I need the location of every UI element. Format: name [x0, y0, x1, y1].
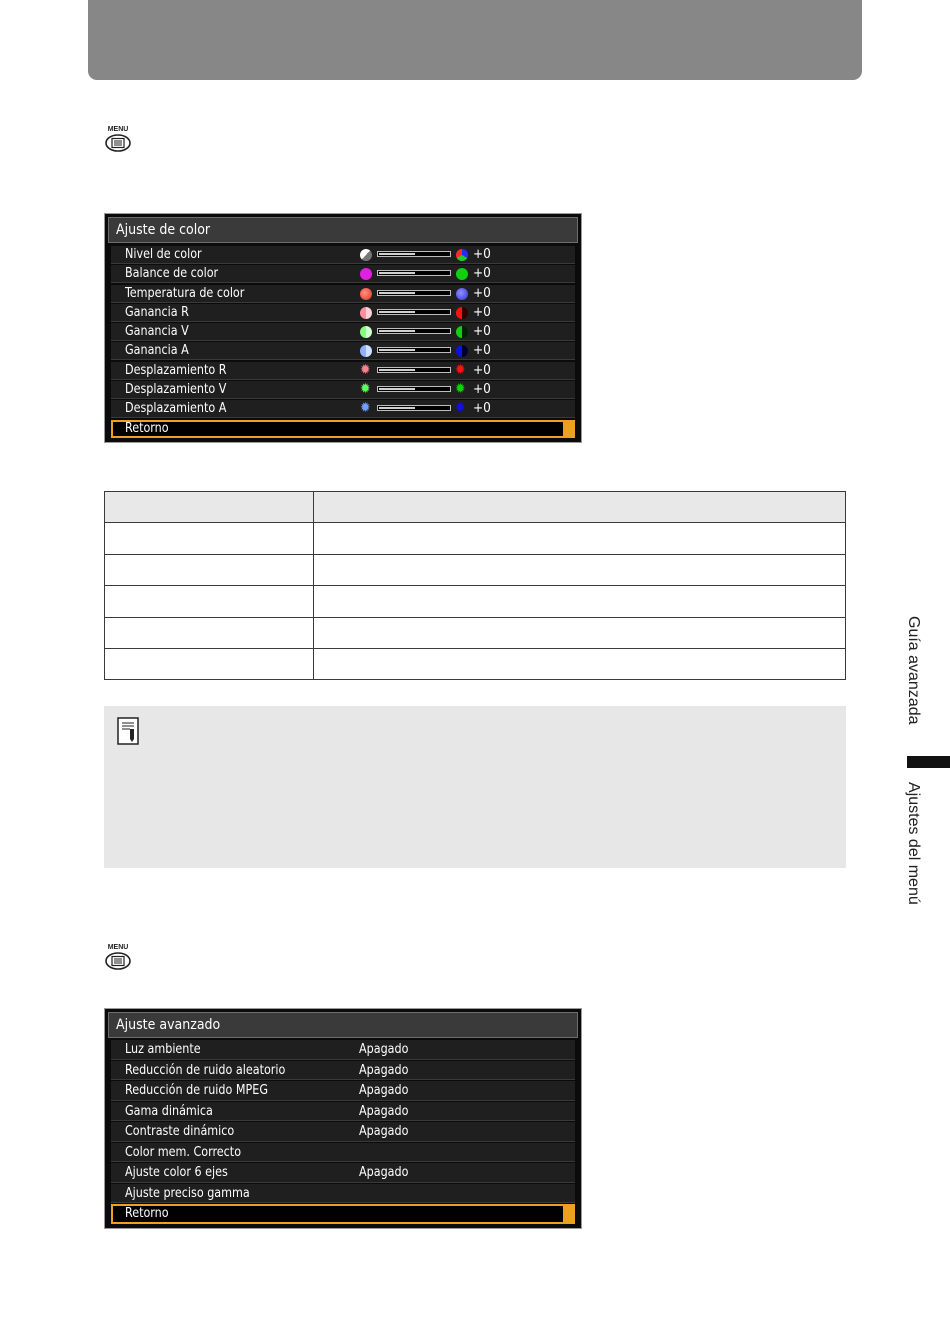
advanced-menu-item-label: Reducción de ruido MPEG	[125, 1082, 269, 1098]
side-tab-marker	[907, 756, 950, 768]
color-menu-item[interactable]	[111, 323, 575, 341]
blue-dark-burst-icon: ✹	[455, 400, 466, 417]
color-menu-item-label: Desplazamiento V	[125, 381, 227, 398]
return-label: Retorno	[125, 1205, 169, 1221]
color-menu-item[interactable]	[111, 362, 575, 380]
level-slider-fill	[379, 253, 415, 255]
menu-icon-label: MENU	[107, 944, 129, 951]
magenta-circle-icon	[360, 268, 372, 280]
table-cell	[105, 523, 314, 554]
advanced-menu-item-label: Luz ambiente	[125, 1041, 201, 1057]
color-menu-item[interactable]	[111, 400, 575, 418]
level-slider[interactable]	[377, 386, 451, 392]
green-circle-icon	[456, 268, 468, 280]
advanced-menu-item-value: Apagado	[359, 1123, 409, 1139]
advanced-menu-item-value: Apagado	[359, 1041, 409, 1057]
advanced-menu-item[interactable]	[111, 1102, 575, 1122]
table-cell	[314, 648, 846, 679]
rgb-tricolor-circle-icon	[456, 249, 468, 261]
green-dark-half-icon	[456, 326, 468, 338]
color-menu-item-value: +0	[473, 381, 491, 398]
advanced-menu-item-label: Ajuste color 6 ejes	[125, 1164, 228, 1180]
return-label: Retorno	[125, 419, 169, 436]
advanced-menu-item[interactable]	[111, 1061, 575, 1081]
color-menu-item[interactable]	[111, 381, 575, 399]
level-slider[interactable]	[377, 328, 451, 334]
table-cell	[105, 586, 314, 617]
table-header-cell	[105, 492, 314, 523]
menu-icon-label: MENU	[107, 126, 129, 133]
advanced-menu-item[interactable]	[111, 1040, 575, 1060]
color-menu-item[interactable]	[111, 342, 575, 360]
return-menu-item[interactable]	[111, 420, 575, 438]
table-row	[105, 586, 846, 617]
color-menu-item-value: +0	[473, 303, 491, 320]
return-menu-item[interactable]	[111, 1204, 575, 1224]
color-menu-item-value: +0	[473, 323, 491, 340]
table-row	[105, 554, 846, 585]
green-dark-burst-icon: ✹	[455, 381, 466, 398]
menu-button-icon	[104, 126, 132, 154]
level-slider-fill	[379, 369, 415, 371]
warm-red-circle-icon	[360, 288, 372, 300]
red-light-half-icon	[360, 307, 372, 319]
table-cell	[105, 617, 314, 648]
advanced-adjustment-menu	[104, 1008, 582, 1229]
color-menu-item-label: Ganancia V	[125, 323, 189, 340]
level-slider-fill	[379, 330, 415, 332]
header-bar	[88, 0, 862, 80]
table-cell	[314, 554, 846, 585]
advanced-menu-item-label: Color mem. Correcto	[125, 1143, 242, 1160]
menu-button-icon	[104, 944, 132, 972]
red-dark-half-icon	[456, 307, 468, 319]
level-slider-fill	[379, 292, 415, 294]
gray-half-circle-icon	[360, 249, 372, 261]
advanced-menu-item-value: Apagado	[359, 1061, 409, 1078]
side-tab-section: Ajustes del menú	[905, 782, 922, 905]
advanced-menu-item[interactable]	[111, 1143, 575, 1163]
level-slider[interactable]	[377, 290, 451, 296]
advanced-menu-item[interactable]	[111, 1122, 575, 1142]
table-header-cell	[314, 492, 846, 523]
advanced-menu-item[interactable]	[111, 1081, 575, 1101]
level-slider-fill	[379, 388, 415, 390]
advanced-menu-item-value: Apagado	[359, 1102, 409, 1119]
table-row	[105, 523, 846, 554]
table-row	[105, 648, 846, 679]
red-light-burst-icon: ✹	[360, 361, 371, 378]
blue-light-burst-icon: ✹	[360, 400, 371, 417]
level-slider-fill	[379, 311, 415, 313]
level-slider[interactable]	[377, 405, 451, 411]
advanced-menu-item-value: Apagado	[359, 1082, 409, 1098]
color-menu-item-value: +0	[473, 246, 491, 262]
level-slider[interactable]	[377, 347, 451, 353]
level-slider-fill	[379, 272, 415, 274]
level-slider-fill	[379, 407, 415, 409]
level-slider[interactable]	[377, 270, 451, 276]
color-menu-item-value: +0	[473, 265, 491, 282]
color-menu-item-label: Temperatura de color	[125, 284, 245, 301]
settings-table	[104, 491, 846, 680]
blue-light-half-icon	[360, 345, 372, 357]
level-slider[interactable]	[377, 367, 451, 373]
level-slider[interactable]	[377, 251, 451, 257]
advanced-menu-item-label: Gama dinámica	[125, 1102, 213, 1119]
color-menu-item[interactable]	[111, 246, 575, 264]
color-adjustment-menu	[104, 213, 582, 443]
advanced-menu-item-label: Reducción de ruido aleatorio	[125, 1061, 286, 1078]
level-slider[interactable]	[377, 309, 451, 315]
green-light-half-icon	[360, 326, 372, 338]
color-menu-item-value: +0	[473, 400, 491, 417]
color-menu-item[interactable]	[111, 285, 575, 303]
cool-blue-circle-icon	[456, 288, 468, 300]
advanced-menu-item-label: Contraste dinámico	[125, 1123, 235, 1139]
table-cell	[314, 523, 846, 554]
side-tab-guide: Guía avanzada	[905, 616, 922, 725]
advanced-menu-item-value: Apagado	[359, 1164, 409, 1180]
table-cell	[105, 648, 314, 679]
advanced-menu-title: Ajuste avanzado	[108, 1012, 578, 1038]
color-menu-item-value: +0	[473, 342, 491, 359]
note-box	[104, 706, 846, 868]
table-cell	[105, 554, 314, 585]
table-cell	[314, 586, 846, 617]
level-slider-fill	[379, 349, 415, 351]
table-row	[105, 617, 846, 648]
color-menu-item-label: Ganancia R	[125, 303, 189, 320]
color-menu-item-label: Ganancia A	[125, 342, 189, 359]
advanced-menu-item-label: Ajuste preciso gamma	[125, 1184, 250, 1201]
table-header-row	[105, 492, 846, 523]
color-menu-item-value: +0	[473, 284, 491, 301]
advanced-menu-item[interactable]	[111, 1163, 575, 1183]
color-menu-item-label: Balance de color	[125, 265, 219, 282]
color-menu-item-label: Desplazamiento R	[125, 361, 227, 378]
green-light-burst-icon: ✹	[360, 381, 371, 398]
color-menu-item-label: Nivel de color	[125, 246, 202, 262]
color-menu-title: Ajuste de color	[108, 217, 578, 243]
color-menu-item[interactable]	[111, 265, 575, 283]
table-cell	[314, 617, 846, 648]
blue-dark-half-icon	[456, 345, 468, 357]
color-menu-item-value: +0	[473, 361, 491, 378]
red-dark-burst-icon: ✹	[455, 361, 466, 378]
color-menu-item[interactable]	[111, 304, 575, 322]
color-menu-item-label: Desplazamiento A	[125, 400, 227, 417]
advanced-menu-item[interactable]	[111, 1184, 575, 1204]
note-memo-icon	[117, 717, 139, 749]
